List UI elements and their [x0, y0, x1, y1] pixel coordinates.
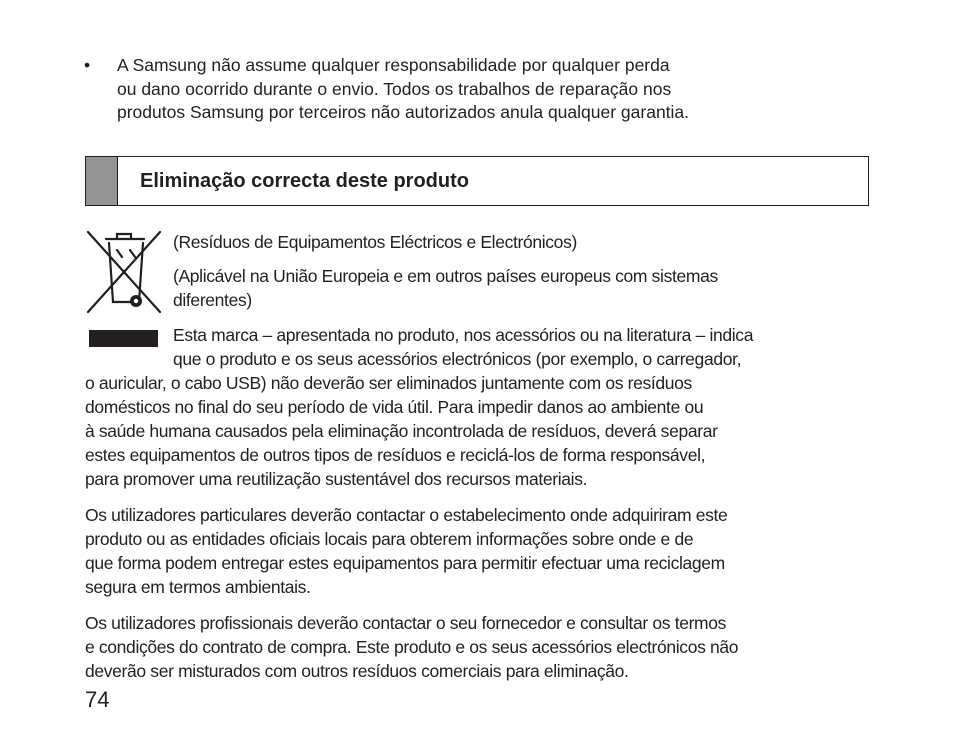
private-users-line: produto ou as entidades oficiais locais para obterem informações sobre onde e de: [85, 529, 694, 549]
private-users-line: segura em termos ambientais.: [85, 577, 311, 597]
marking-line: estes equipamentos de outros tipos de resíduos e reciclá-los de forma responsável,: [85, 445, 706, 465]
private-users-line: Os utilizadores particulares deverão contactar o estabelecimento onde adquiriram este: [85, 505, 728, 525]
weee-black-bar: [89, 330, 158, 347]
bullet-text: [117, 54, 844, 125]
section-title: Eliminação correcta deste produto: [140, 170, 469, 192]
marking-line: Esta marca – apresentada no produto, nos acessórios ou na literatura – indica: [173, 325, 754, 345]
business-users-line: deverão ser misturados com outros resíduos comerciais para eliminação.: [85, 661, 629, 681]
section-header: [85, 156, 869, 206]
applicability-line: diferentes): [173, 290, 252, 310]
marking-line: que o produto e os seus acessórios electrónicos (por exemplo, o carregador,: [173, 349, 742, 369]
bullet-line: ou dano ocorrido durante o envio. Todos os trabalhos de reparação nos: [117, 78, 672, 99]
bullet-line: produtos Samsung por terceiros não autorizados anula qualquer garantia.: [117, 102, 690, 122]
marking-line: para promover uma reutilização sustentável dos recursos materiais.: [85, 469, 588, 489]
page-number: 74: [85, 687, 110, 712]
crossed-out-wheeled-bin-icon: [84, 228, 164, 318]
business-users-line: e condições do contrato de compra. Este produto e os seus acessórios electrónicos não: [85, 637, 739, 657]
marking-line: à saúde humana causados pela eliminação incontrolada de resíduos, deverá separar: [85, 421, 718, 441]
bullet-symbol: •: [84, 55, 91, 75]
marking-line: domésticos no final do seu período de vida útil. Para impedir danos ao ambiente ou: [85, 397, 704, 417]
bullet-line: A Samsung não assume qualquer responsabilidade por qualquer perda: [117, 55, 670, 75]
marking-line: o auricular, o cabo USB) não deverão ser eliminados juntamente com os resíduos: [85, 373, 692, 393]
applicability-line: (Aplicável na União Europeia e em outros países europeus com sistemas: [173, 266, 718, 286]
private-users-line: que forma podem entregar estes equipamentos para permitir efectuar uma reciclagem: [85, 553, 725, 573]
business-users-line: Os utilizadores profissionais deverão contactar o seu fornecedor e consultar os termos: [85, 613, 727, 633]
bullet-paragraph: [84, 54, 844, 125]
section-header-bar: [86, 157, 118, 205]
weee-title: (Resíduos de Equipamentos Eléctricos e Electrónicos): [173, 232, 577, 252]
